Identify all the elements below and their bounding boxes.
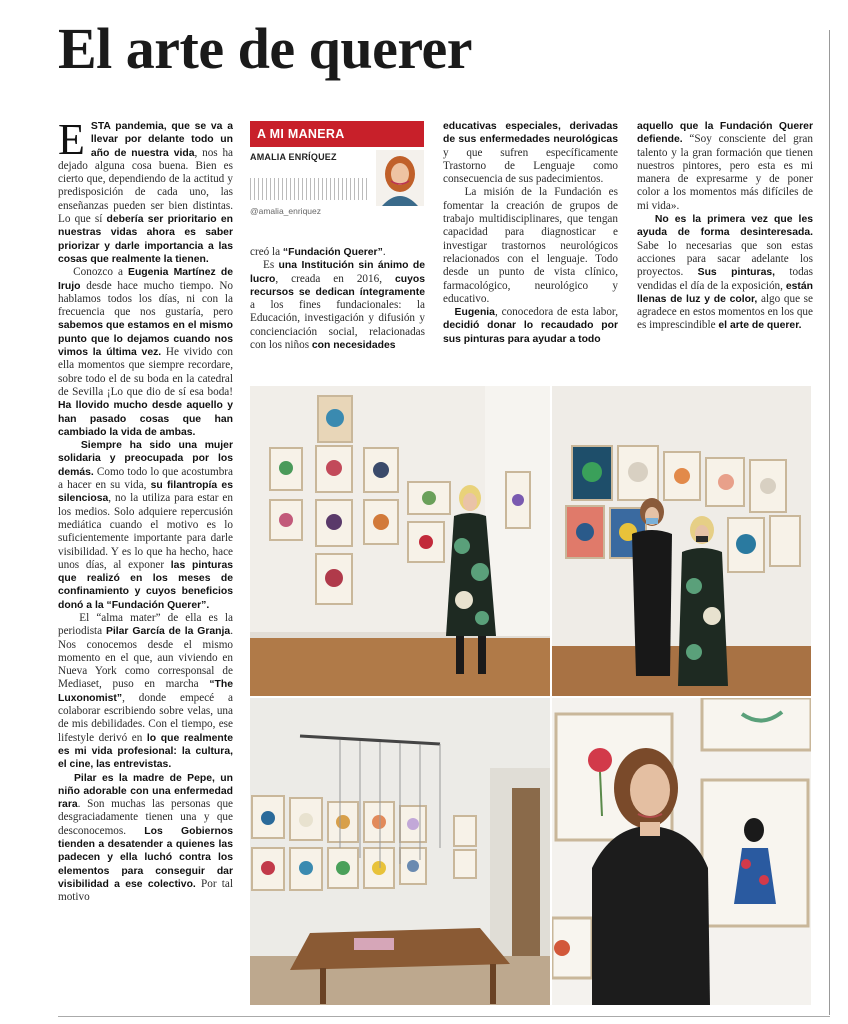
body-text: Como todo lo que acostumbra a hacer en su vida,	[58, 465, 233, 492]
article-column-1	[58, 120, 233, 1015]
body-bold: Pilar García de la Granja	[105, 626, 231, 638]
headline: El arte de querer	[58, 16, 473, 81]
body-text: , no la utiliza para estar en los medios. Solo adquiere repercusión mediática cuando el motivo es lo suficientemente importante para darle visibilidad. Y es lo que ha hecho, hace unos días, al exponer	[58, 492, 233, 571]
body-bold: debería ser prioritario en nuestras vidas ahora es saber priorizar y darle importancia a las cosas que realmente la tienen.	[58, 214, 233, 265]
body-bold: las pinturas que realizó en los meses de confinamiento y cuyos beneficios donó a la “Fundación Querer”.	[58, 559, 233, 611]
body-bold: cuyos recursos se dedican íntegramente	[250, 273, 425, 298]
body-bold: sabemos que estamos en el mismo punto que lo dejamos cuando nos vimos la última vez.	[58, 320, 233, 359]
body-text: y que sufren específicamente Trastorno de Lenguaje como consecuencia de sus padecimientos.	[443, 146, 618, 186]
body-text: . Nos conocemos desde el mismo momento en el que, aun viviendo en Nueva York como corresponsal de Mediaset, puso en marcha	[58, 625, 233, 691]
body-bold: aquello que la Fundación Querer defiende.	[637, 121, 813, 146]
decorative-bars	[250, 178, 368, 200]
bottom-rule	[58, 1016, 830, 1017]
body-text: Por tal motivo	[58, 877, 233, 904]
article-column-3	[443, 120, 618, 366]
body-bold: lo que realmente es mi vida profesional: la cultura, el cine, las entrevistas.	[58, 732, 233, 771]
body-text: .	[382, 246, 386, 258]
body-text: todas vendidas el día de la exposición,	[637, 266, 813, 292]
author-byline: AMALIA ENRÍQUEZ	[250, 152, 337, 162]
body-text: He vivido con ella momentos que siempre recordare, sobre todo el de su boda en la catedral de Sevilla ¡Lo que dio de sí esa boda!	[58, 346, 233, 398]
body-text: , conocedora de esta labor,	[494, 306, 618, 319]
body-text: creó la	[250, 246, 283, 258]
body-bold: Ha llovido mucho desde aquello y han pasado cosas que han cambiado la vida de ambas.	[58, 400, 233, 438]
body-bold: el arte de querer.	[718, 320, 802, 332]
body-text: desde hace mucho tiempo. No hablamos todos los días, ni con la frecuencia que nos gustaría, pero	[58, 279, 233, 319]
author-avatar	[376, 150, 424, 206]
body-text: . Son muchas las personas que desgraciadamente tienen una y que desconocemos.	[58, 798, 233, 837]
lead-bold: STA pandemia, que se va a llevar por delante todo un año de nuestra vida	[90, 121, 233, 159]
body-bold: decidió donar lo recaudado por sus pinturas para ayudar a todo	[443, 320, 618, 345]
article-column-2	[250, 246, 425, 366]
body-bold: educativas especiales, derivadas de sus enfermedades neurológicas	[443, 121, 618, 146]
body-bold: Siempre ha sido una mujer solidaria y preocupada por los demás.	[58, 440, 233, 478]
body-bold: Sus pinturas,	[697, 267, 776, 279]
body-bold: Eugenia Martínez de Irujo	[58, 267, 233, 292]
body-text: Sabe lo necesarias que son estas acciones para sacar adelante los proyectos.	[637, 239, 813, 279]
body-bold: con necesidades	[311, 340, 396, 352]
photo-two-women	[552, 386, 811, 696]
body-text: , nos ha dejado alguna cosa buena. Bien es cierto que, dependiendo de la actitud y predisposición de cada uno, las enseñanzas pueden ser bien distintas. Lo que sí	[58, 146, 233, 226]
body-text: algo que se agradece en estos momentos en los que es imprescindible	[637, 292, 813, 332]
body-text: a los fines fundacionales: la Educación, investigación y difusión y concienciación social, relacionadas con los niños	[250, 299, 425, 352]
author-handle: @amalia_enriquez	[250, 206, 322, 216]
body-text: Conozco a	[73, 266, 129, 279]
photo-gallery-room	[250, 698, 550, 1005]
body-bold: No es la primera vez que les ayuda de forma desinteresada.	[637, 214, 813, 239]
body-text: , donde empecé a colaborar escribiendo sobre velas, una de mis debilidades. Con el tiempo, ese lifestyle derivó en	[58, 691, 233, 744]
photo-gallery-eugenia	[250, 386, 550, 696]
body-text: El “alma mater” de ella es la periodista	[58, 611, 233, 638]
body-bold: Pilar es la madre de Pepe, un niño adorable con una enfermedad rara	[58, 772, 233, 811]
body-bold: Los Gobiernos tienden a desatender a quienes las padecen y ella luchó contra los elementos para conseguir dar visibilidad a ese colectivo.	[58, 825, 233, 890]
body-bold: están llenas de luz y de color,	[637, 280, 813, 305]
section-badge: A MI MANERA	[250, 121, 424, 147]
body-bold: “Fundación Querer”	[282, 247, 383, 258]
body-text: “Soy consciente del gran talento y la gran formación que tienen nuestros pintores, pero esta es mi manera de expresarme y de poner color a los momentos más difíciles de mi vida».	[637, 133, 813, 212]
column-divider	[829, 30, 830, 1015]
photo-woman-portrait	[552, 698, 811, 1005]
body-text: , creada en 2016,	[275, 272, 395, 285]
body-text: Es	[263, 259, 279, 272]
body-bold: una Institución sin ánimo de lucro	[250, 260, 425, 285]
body-bold: Eugenia	[454, 307, 495, 319]
body-text: La misión de la Fundación es fomentar la creación de grupos de trabajo multidisciplinares, que tengan capacidad para diagnosticar e investigar trastornos neurológicos relacionados con el lenguaje. Todo desde un punto de vista clínico, farmacológico, neurológico y educativo.	[443, 186, 618, 305]
body-bold: su filantropía es silenciosa	[58, 480, 233, 505]
drop-cap: E	[58, 120, 85, 164]
body-bold: “The Luxonomist”	[58, 679, 233, 704]
article-column-4	[637, 120, 813, 366]
